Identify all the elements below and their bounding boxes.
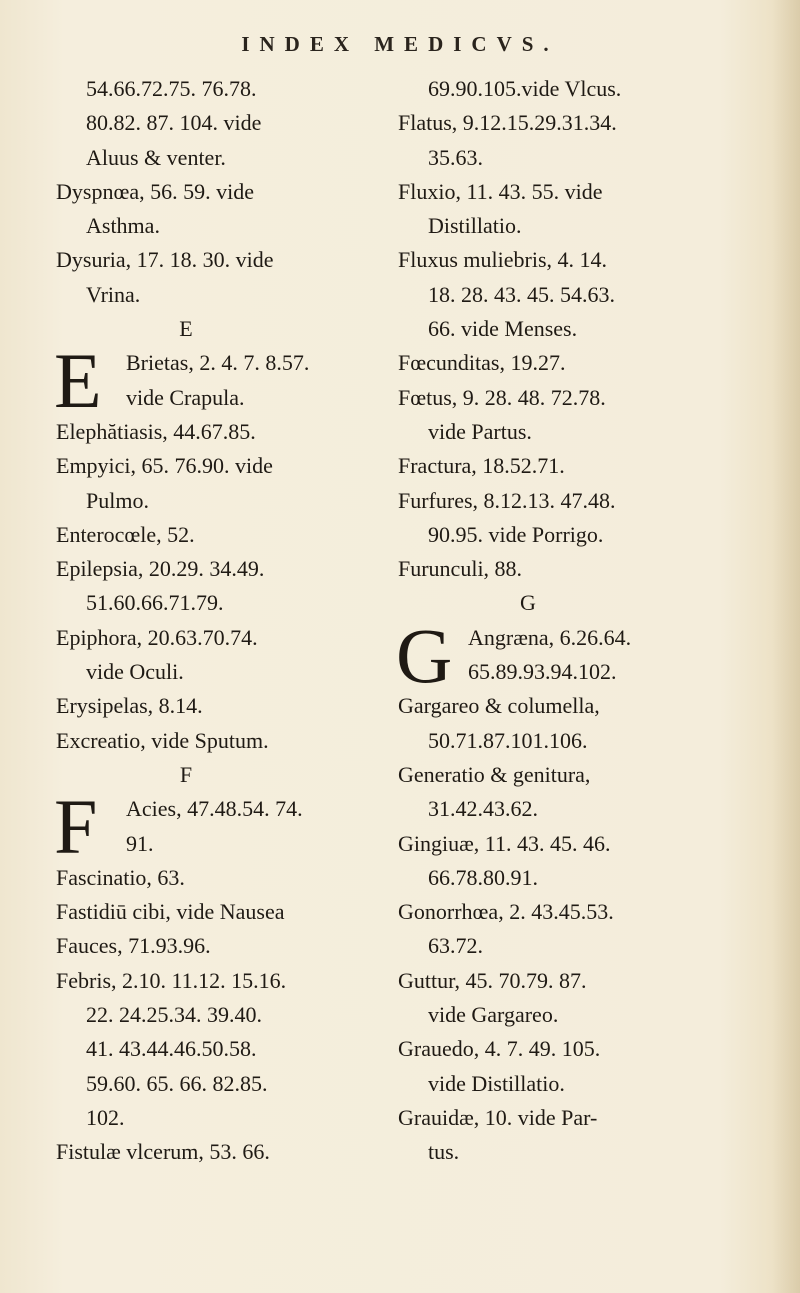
section-letter-text: G [520, 590, 536, 616]
index-entry-line [56, 1101, 356, 1135]
index-entry-text: Epiphora, 20.63.70.74. [56, 624, 258, 650]
index-entry-line [398, 141, 698, 175]
index-entry-text: 51.60.66.71.79. [86, 590, 224, 616]
index-column-right [398, 72, 698, 1170]
index-entry-line [398, 1067, 698, 1101]
index-entry-line [56, 449, 356, 483]
index-entry-text: Fauces, 71.93.96. [56, 933, 211, 959]
index-entry-line [398, 1135, 698, 1169]
index-entry-text: 41. 43.44.46.50.58. [86, 1036, 257, 1062]
index-entry-text: vide Oculi. [86, 659, 184, 685]
index-entry-line [398, 552, 698, 586]
index-entry-text: Distillatio. [428, 213, 522, 239]
index-entry-text: vide Gargareo. [428, 1002, 559, 1028]
index-entry-line [56, 278, 356, 312]
index-entry-line [56, 998, 356, 1032]
index-entry-line [398, 381, 698, 415]
index-entry-line [398, 1101, 698, 1135]
index-entry-text: vide Distillatio. [428, 1070, 565, 1096]
index-entry-line [56, 552, 356, 586]
index-entry-text: Empyici, 65. 76.90. vide [56, 453, 273, 479]
drop-cap-letter: F [54, 783, 98, 871]
index-entry-line [398, 346, 698, 380]
index-entry-text: 80.82. 87. 104. vide [86, 110, 262, 136]
drop-cap-letter: E [54, 337, 102, 425]
index-entry-text: 54.66.72.75. 76.78. [86, 76, 257, 101]
index-entry-text: Excreatio, vide Sputum. [56, 727, 269, 753]
index-entry-text: Gargareo & columella, [398, 693, 600, 719]
index-entry-line [398, 243, 698, 277]
index-entry-text: Erysipelas, 8.14. [56, 693, 203, 719]
index-entry-text: 50.71.87.101.106. [428, 727, 588, 753]
index-entry-text: 69.90.105.vide Vlcus. [428, 76, 622, 101]
index-entry-line [398, 758, 698, 792]
index-entry-text: Aluus & venter. [86, 144, 226, 170]
index-entry-line [56, 175, 356, 209]
index-entry-text: Grauidæ, 10. vide Par- [398, 1104, 598, 1130]
index-entry-line [56, 621, 356, 655]
index-entry-line [398, 827, 698, 861]
section-letter [56, 758, 356, 792]
index-entry-line [56, 929, 356, 963]
index-entry-line [398, 209, 698, 243]
index-entry-text: 18. 28. 43. 45. 54.63. [428, 281, 615, 307]
index-entry-text: Asthma. [86, 213, 160, 239]
index-entry-line [398, 415, 698, 449]
index-entry-text: Fastidiū cibi, vide Nausea [56, 899, 285, 925]
index-entry-line [56, 964, 356, 998]
index-entry-line [56, 209, 356, 243]
index-entry-line [398, 312, 698, 346]
index-entry-line [398, 449, 698, 483]
index-entry-line [56, 724, 356, 758]
index-entry-text: Guttur, 45. 70.79. 87. [398, 967, 587, 993]
index-entry-text: 63.72. [428, 933, 483, 959]
index-entry-text: vide Crapula. [126, 384, 245, 410]
index-entry-text: 59.60. 65. 66. 82.85. [86, 1070, 268, 1096]
index-entry-line [398, 724, 698, 758]
index-entry-text: vide Partus. [428, 418, 532, 444]
section-letter-text: F [179, 761, 193, 787]
index-entry-text: Furfures, 8.12.13. 47.48. [398, 487, 616, 513]
index-entry-text: Dyspnœa, 56. 59. vide [56, 178, 254, 204]
index-entry-text: Grauedo, 4. 7. 49. 105. [398, 1036, 601, 1062]
index-entry-text: Fractura, 18.52.71. [398, 453, 565, 479]
index-entry-line [56, 1032, 356, 1066]
index-column-left [56, 72, 356, 1170]
index-entry-text: Fœcunditas, 19.27. [398, 350, 566, 376]
page-edge-shadow [772, 0, 800, 1293]
index-entry-line [398, 895, 698, 929]
index-entry-line [56, 1135, 356, 1169]
index-entry-text: Pulmo. [86, 487, 149, 513]
index-entry-line [56, 243, 356, 277]
index-entry-line [398, 278, 698, 312]
index-entry-text: Vrina. [86, 281, 141, 307]
index-entry-line [398, 929, 698, 963]
index-entry-text: 22. 24.25.34. 39.40. [86, 1002, 262, 1028]
index-entry-text: 91. [126, 830, 154, 856]
index-entry-text: Generatio & genitura, [398, 761, 591, 787]
index-entry-text: Dysuria, 17. 18. 30. vide [56, 247, 274, 273]
index-entry-line [56, 141, 356, 175]
index-entry-line [56, 1067, 356, 1101]
index-entry-text: Brietas, 2. 4. 7. 8.57. [126, 350, 310, 376]
index-entry-line [56, 895, 356, 929]
index-entry-line [398, 964, 698, 998]
index-entry-text: Fascinatio, 63. [56, 864, 185, 890]
index-entry-text: Febris, 2.10. 11.12. 15.16. [56, 967, 287, 993]
index-entry-line [398, 72, 698, 106]
index-entry-text: Gingiuæ, 11. 43. 45. 46. [398, 830, 611, 856]
index-entry-text: Flatus, 9.12.15.29.31.34. [398, 110, 617, 136]
index-entry-text: 31.42.43.62. [428, 796, 538, 822]
index-entry-line [398, 792, 698, 826]
index-entry-text: Acies, 47.48.54. 74. [126, 796, 303, 822]
index-entry-text: tus. [428, 1139, 460, 1165]
index-entry-line [56, 106, 356, 140]
index-entry-line [56, 72, 356, 106]
index-entry-line [398, 484, 698, 518]
index-entry-line [398, 998, 698, 1032]
index-entry-text: 66. vide Menses. [428, 316, 578, 342]
index-entry-text: Fluxus muliebris, 4. 14. [398, 247, 608, 273]
index-entry-text: 90.95. vide Porrigo. [428, 521, 604, 547]
index-entry-line [56, 484, 356, 518]
index-entry-text: Fluxio, 11. 43. 55. vide [398, 178, 603, 204]
index-entry-text: Fœtus, 9. 28. 48. 72.78. [398, 384, 606, 410]
index-entry-text: 65.89.93.94.102. [468, 659, 617, 685]
drop-cap-letter: G [396, 611, 453, 699]
index-entry-line [398, 1032, 698, 1066]
index-entry-text: Elephătiasis, 44.67.85. [56, 418, 256, 444]
index-entry-text: Gonorrhœa, 2. 43.45.53. [398, 899, 614, 925]
index-entry-line [56, 689, 356, 723]
index-entry-text: Enterocœle, 52. [56, 521, 195, 547]
index-entry-line [56, 586, 356, 620]
index-entry-text: 102. [86, 1104, 125, 1130]
index-entry-text: Angræna, 6.26.64. [468, 624, 632, 650]
page-header: INDEX MEDICVS. [241, 32, 559, 56]
index-entry-line [56, 827, 356, 861]
index-entry-text: Furunculi, 88. [398, 556, 523, 582]
index-entry-line [398, 518, 698, 552]
index-entry-line [398, 106, 698, 140]
index-entry-text: Fistulæ vlcerum, 53. 66. [56, 1139, 270, 1165]
index-entry-line [398, 861, 698, 895]
index-entry-line [56, 655, 356, 689]
index-entry-line [398, 175, 698, 209]
index-entry-line [56, 861, 356, 895]
section-letter-text: E [179, 316, 193, 342]
index-entry-text: Epilepsia, 20.29. 34.49. [56, 556, 265, 582]
index-entry-text: 35.63. [428, 144, 483, 170]
index-entry-line [56, 518, 356, 552]
index-entry-text: 66.78.80.91. [428, 864, 538, 890]
